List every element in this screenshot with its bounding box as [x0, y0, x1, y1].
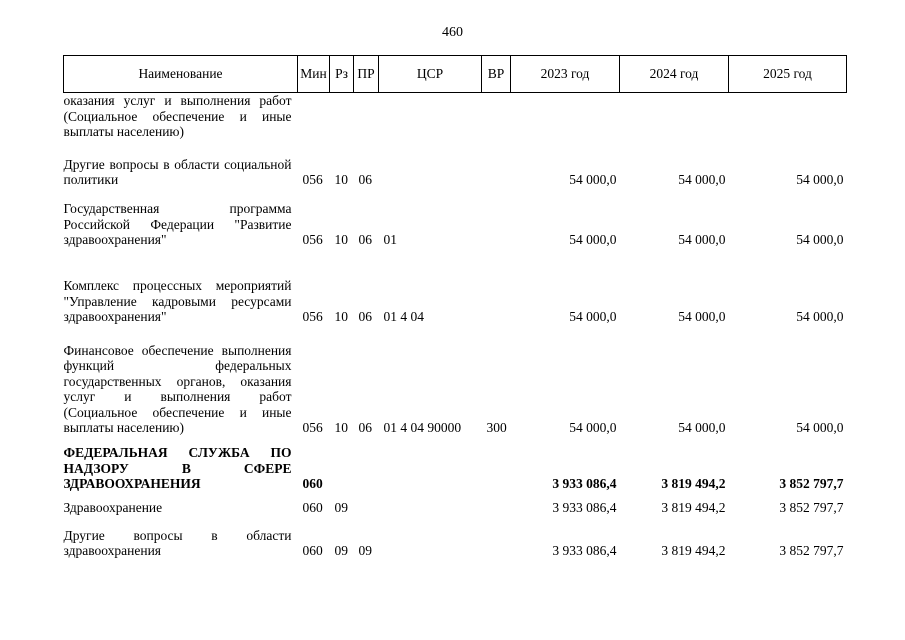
- row-2024: [620, 93, 729, 143]
- row-pr: 06: [358, 172, 372, 187]
- row-csr: [379, 516, 482, 559]
- row-2023: 54 000,0: [569, 172, 617, 187]
- row-2023: 54 000,0: [569, 309, 617, 324]
- header-pr: ПР: [354, 56, 379, 93]
- row-2025: 3 852 797,7: [779, 476, 844, 491]
- budget-table: [63, 55, 847, 559]
- row-csr: [379, 93, 482, 143]
- row-min: 056: [302, 172, 323, 187]
- row-min: 060: [302, 543, 323, 558]
- row-vr: [482, 248, 511, 325]
- row-vr: [482, 516, 511, 559]
- row-csr: 01 4 04 90000: [383, 420, 462, 435]
- row-rz: 09: [334, 543, 348, 558]
- row-pr: 06: [358, 309, 372, 324]
- row-name: Финансовое обеспечение выполнения функций федеральных государственных органов, оказания услуг и выполнения работ (Социальное обеспечение и иные выплаты населению): [63, 342, 292, 435]
- row-min: 056: [302, 232, 323, 247]
- row-csr: [379, 436, 482, 492]
- table-row: [64, 436, 847, 492]
- row-2024: 3 819 494,2: [661, 543, 726, 558]
- row-2025: 54 000,0: [796, 420, 844, 435]
- row-2023: 3 933 086,4: [552, 500, 617, 515]
- row-min: 060: [302, 476, 323, 491]
- row-2025: 54 000,0: [796, 309, 844, 324]
- row-2023: [511, 93, 620, 143]
- row-name: Государственная программа Российской Федерации "Развитие здравоохранения": [63, 201, 292, 247]
- row-name: Комплекс процессных мероприятий "Управление кадровыми ресурсами здравоохранения": [63, 278, 292, 324]
- header-2023: 2023 год: [511, 56, 620, 93]
- row-vr: [482, 93, 511, 143]
- row-rz: 09: [334, 500, 348, 515]
- row-pr: [354, 93, 379, 143]
- header-name: Наименование: [64, 56, 298, 93]
- row-vr: [482, 143, 511, 188]
- row-2024: 54 000,0: [678, 420, 726, 435]
- row-2023: 3 933 086,4: [552, 476, 617, 491]
- row-name: ФЕДЕРАЛЬНАЯ СЛУЖБА ПО НАДЗОРУ В СФЕРЕ ЗДРАВООХРАНЕНИЯ: [63, 445, 292, 491]
- row-rz: 10: [334, 420, 348, 435]
- header-vr: ВР: [482, 56, 511, 93]
- row-rz: 10: [334, 309, 348, 324]
- table-row: [64, 188, 847, 248]
- row-pr: 06: [358, 420, 372, 435]
- row-2025: [729, 93, 847, 143]
- row-min: [298, 93, 330, 143]
- row-pr: 09: [358, 543, 372, 558]
- row-csr: 01: [383, 232, 397, 247]
- row-2024: 54 000,0: [678, 172, 726, 187]
- row-pr: 06: [358, 232, 372, 247]
- row-csr: [379, 492, 482, 516]
- row-rz: [330, 436, 354, 492]
- row-2024: 54 000,0: [678, 232, 726, 247]
- row-2023: 3 933 086,4: [552, 543, 617, 558]
- row-name: Здравоохранение: [63, 500, 163, 515]
- row-csr: [379, 143, 482, 188]
- row-name: Другие вопросы в области социальной политики: [63, 156, 292, 187]
- row-2023: 54 000,0: [569, 420, 617, 435]
- row-2024: 3 819 494,2: [661, 500, 726, 515]
- header-2025: 2025 год: [729, 56, 847, 93]
- table-row: [64, 325, 847, 436]
- row-rz: 10: [334, 232, 348, 247]
- row-name: оказания услуг и выполнения работ (Социальное обеспечение и иные выплаты населению): [63, 93, 292, 139]
- row-pr: [354, 436, 379, 492]
- row-vr: [482, 188, 511, 248]
- header-2024: 2024 год: [620, 56, 729, 93]
- row-csr: 01 4 04: [383, 309, 424, 324]
- table-header-row: [64, 56, 847, 93]
- row-pr: [354, 492, 379, 516]
- row-min: 060: [302, 500, 323, 515]
- row-min: 056: [302, 309, 323, 324]
- row-2025: 3 852 797,7: [779, 543, 844, 558]
- row-vr: [482, 492, 511, 516]
- row-name: Другие вопросы в области здравоохранения: [63, 527, 292, 558]
- header-min: Мин: [298, 56, 330, 93]
- row-2023: 54 000,0: [569, 232, 617, 247]
- table-row: [64, 492, 847, 516]
- row-vr: [482, 436, 511, 492]
- row-2024: 3 819 494,2: [661, 476, 726, 491]
- row-rz: [330, 93, 354, 143]
- row-2024: 54 000,0: [678, 309, 726, 324]
- row-2025: 54 000,0: [796, 172, 844, 187]
- row-vr: 300: [486, 420, 507, 435]
- row-min: 056: [302, 420, 323, 435]
- row-2025: 3 852 797,7: [779, 500, 844, 515]
- page-number: 460: [442, 25, 463, 40]
- table-row: [64, 248, 847, 325]
- table-row: [64, 143, 847, 188]
- header-csr: ЦСР: [379, 56, 482, 93]
- row-2025: 54 000,0: [796, 232, 844, 247]
- header-rz: Рз: [330, 56, 354, 93]
- table-row: [64, 516, 847, 559]
- row-rz: 10: [334, 172, 348, 187]
- table-row: [64, 93, 847, 143]
